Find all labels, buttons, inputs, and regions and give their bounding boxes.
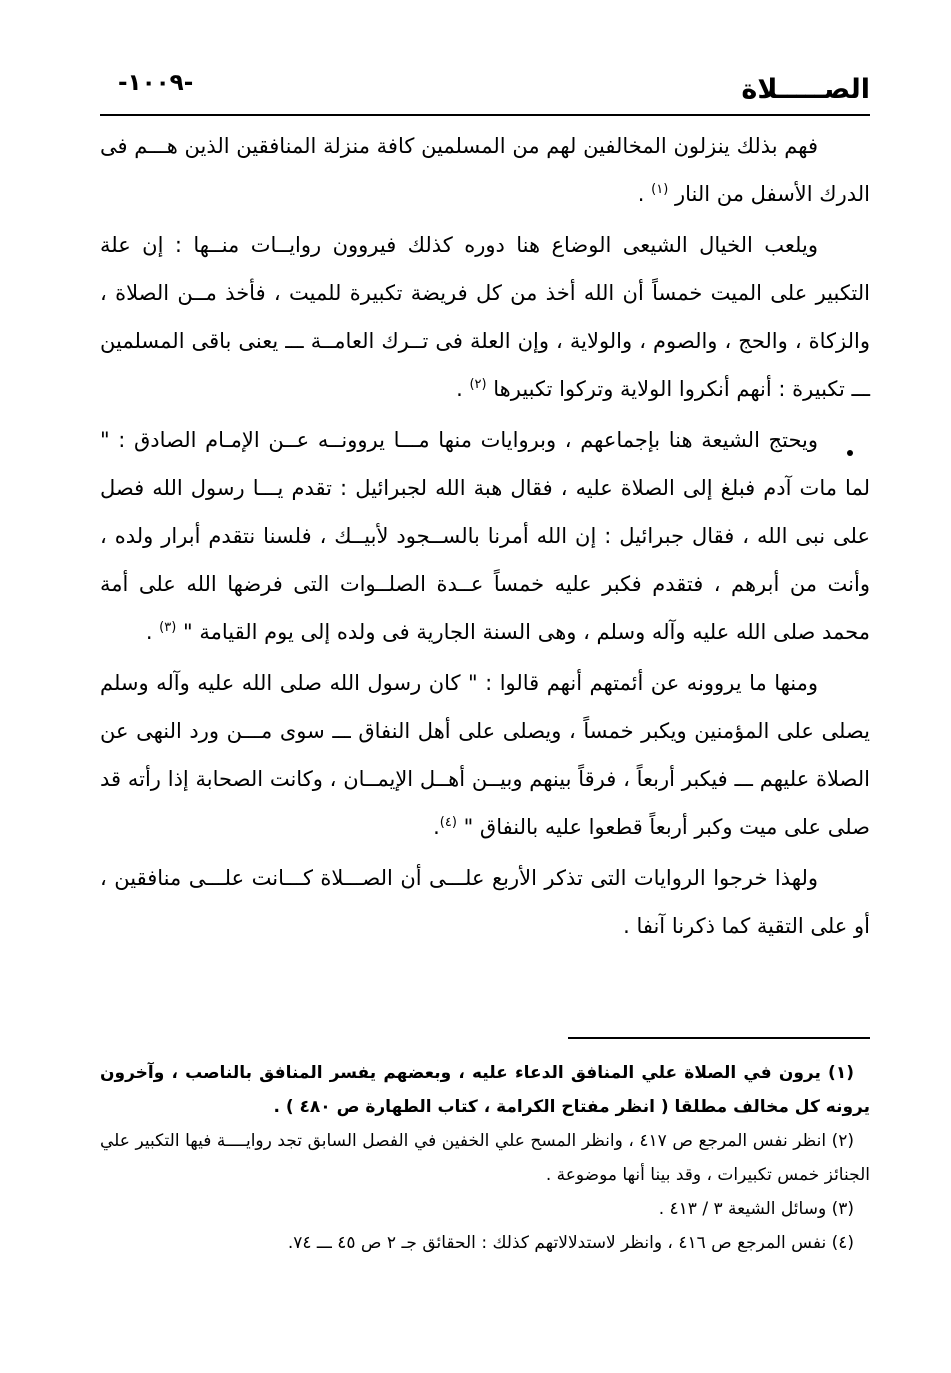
paragraph-text: ويلعب الخيال الشيعى الوضاع هنا دوره كذلك فيروون روايــات منــها : إن علة التكبير على الميت خمساً أن الله أخذ من كل فريضة تكبيرة للميت ، فأخذ مــن الصلاة ، والزكاة ، والحج ، والصوم ، والولاية ، وإن العلة فى تــرك العامــة ـــ يعنى باقى المسلمين ـــ تكبيرة : أنهم أنكروا الولاية وتركوا تكبيرها: [100, 233, 870, 401]
paragraph-1: فهم بذلك ينزلون المخالفين لهم من المسلمين كافة منزلة المنافقين الذين هـــم فى الدرك الأسفل من النار $^{(١)}$ .: [100, 134, 870, 206]
header-rule: [100, 114, 870, 116]
footnote-4: (٤) نفس المرجع ص ٤١٦ ، وانظر لاستدلالاتهم كذلك : الحقائق جـ ٢ ص ٤٥ ـــ ٧٤.: [287, 1233, 854, 1253]
running-title: الصـــــلاة: [741, 74, 870, 105]
footnote-1: (١) يرون في الصلاة علي المنافق الدعاء عليه ، وبعضهم يفسر المنافق بالناصب ، وآخرون يرونه كل مخالف مطلقا ( انظر مفتاح الكرامة ، كتاب الطهارة ص ٤٨٠ ) .: [100, 1063, 870, 1117]
body-text: [100, 122, 870, 953]
paragraph-text: ولهذا خرجوا الروايات التى تذكر الأربع علـــى أن الصـــلاة كـــانت علـــى منافقين ، أو على التقية كما ذكرنا آنفا .: [100, 866, 870, 938]
page-header: [100, 62, 870, 112]
paragraph-text: ومنها ما يروونه عن أئمتهم أنهم قالوا : " كان رسول الله صلى الله عليه وآله وسلم يصلى على المؤمنين ويكبر خمساً ، ويصلى على أهل النفاق ـــ سوى مـــن ورد النهى عن الصلاة عليهم ـــ فيكبر أربعاً ، فرقاً بينهم وبيــن أهــل الإيمــان ، وكانت الصحابة إذا رأته قد صلى على ميت وكبر أربعاً قطعوا عليه بالنفاق ": [100, 671, 870, 839]
footnote-rule: [568, 1037, 870, 1039]
footnotes: [100, 1056, 870, 1260]
paragraph-4: ومنها ما يروونه عن أئمتهم أنهم قالوا : " كان رسول الله صلى الله عليه وآله وسلم يصلى على المؤمنين ويكبر خمساً ، ويصلى على أهل النفاق ـــ سوى مـــن ورد النهى عن الصلاة عليهم ـــ فيكبر أربعاً ، فرقاً بينهم وبيــن أهــل الإيمــان ، وكانت الصحابة إذا رأته قد صلى على ميت وكبر أربعاً قطعوا عليه بالنفاق " $^{(٤)}$.: [100, 671, 870, 839]
page-number: -١٠٠٩-: [118, 70, 194, 96]
footnote-ref-3: (٣): [159, 620, 177, 635]
footnote-ref-4: (٤): [439, 815, 457, 830]
footnote-3: (٣) وسائل الشيعة ٣ / ٤١٣ .: [658, 1199, 854, 1219]
footnote-ref-1: (١): [651, 182, 669, 197]
footnote-2: (٢) انظر نفس المرجع ص ٤١٧ ، وانظر المسح علي الخفين في الفصل السابق تجد روايــــة فيها التكبير علي الجنائز خمس تكبيرات ، وقد بينا أنها موضوعة .: [100, 1131, 870, 1185]
footnote-ref-2: (٢): [469, 377, 487, 392]
paragraph-5: [100, 854, 870, 950]
paragraph-text: ويحتج الشيعة هنا بإجماعهم ، وبروايات منها مـــا يروونــه عــن الإمـام الصادق : " لما مات آدم فبلغ إلى الصلاة عليه ، فقال هبة الله لجبرائيل : تقدم يـــا رسول الله فصل على نبى الله ، فقال جبرائيل : إن الله أمرنا بالســجود لأبيــك ، فلسنا نتقدم أبرار ولده ، وأنت من أبرهم ، فتقدم فكبر عليه خمساً عــدة الصلــوات التى فرضها الله على أمة محمد صلى الله عليه وآله وسلم ، وهى السنة الجارية فى ولده إلى يوم القيامة ": [100, 428, 870, 644]
paragraph-text: فهم بذلك ينزلون المخالفين لهم من المسلمين كافة منزلة المنافقين الذين هـــم فى الدرك الأسفل من النار: [100, 134, 870, 206]
paragraph-3: ويحتج الشيعة هنا بإجماعهم ، وبروايات منها مـــا يروونــه عــن الإمـام الصادق : " لما مات آدم فبلغ إلى الصلاة عليه ، فقال هبة الله لجبرائيل : تقدم يـــا رسول الله فصل على نبى الله ، فقال جبرائيل : إن الله أمرنا بالســجود لأبيــك ، فلسنا نتقدم أبرار ولده ، وأنت من أبرهم ، فتقدم فكبر عليه خمساً عــدة الصلــوات التى فرضها الله على أمة محمد صلى الله عليه وآله وسلم ، وهى السنة الجارية فى ولده إلى يوم القيامة " $^{(٣)}$ .: [100, 428, 870, 644]
paragraph-2: ويلعب الخيال الشيعى الوضاع هنا دوره كذلك فيروون روايــات منــها : إن علة التكبير على الميت خمساً أن الله أخذ من كل فريضة تكبيرة للميت ، فأخذ مــن الصلاة ، والزكاة ، والحج ، والصوم ، والولاية ، وإن العلة فى تــرك العامــة ـــ يعنى باقى المسلمين ـــ تكبيرة : أنهم أنكروا الولاية وتركوا تكبيرها $^{(٢)}$ .: [100, 233, 870, 401]
